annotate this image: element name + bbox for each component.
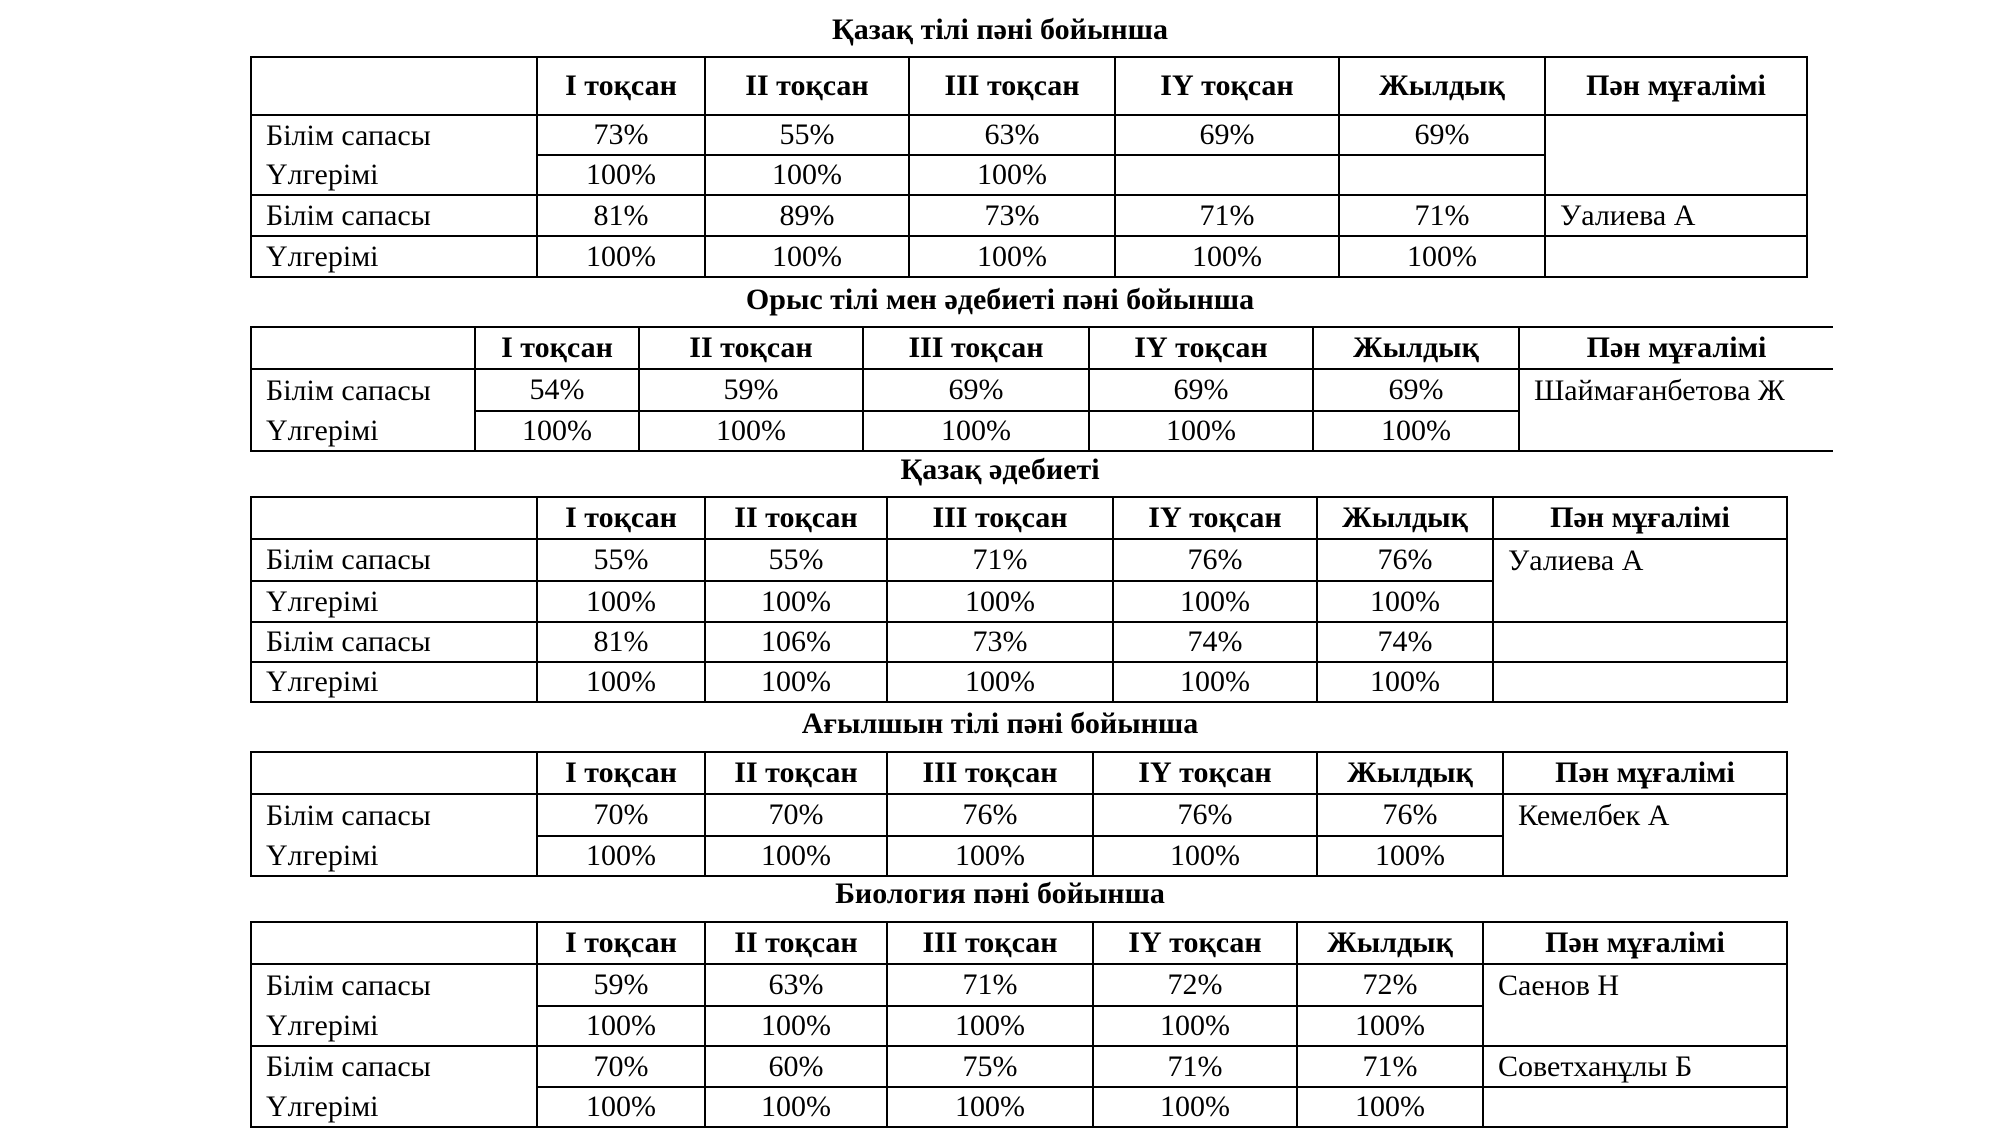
teacher-cell [1545, 236, 1807, 277]
cell-annual: 100% [1317, 662, 1493, 702]
header-row [251, 57, 1807, 115]
header-blank [251, 57, 537, 115]
english-table [250, 751, 1788, 877]
table-row [251, 539, 1787, 581]
header-q1: І тоқсан [475, 327, 639, 369]
table-row [251, 115, 1807, 155]
teacher-cell: Кемелбек А [1503, 794, 1787, 876]
cell-q2: 63% [705, 964, 887, 1006]
kazakh-language-table [250, 56, 1808, 278]
header-q4: ІҮ тоқсан [1115, 57, 1339, 115]
cell-q1: 81% [537, 622, 705, 662]
header-row [251, 752, 1787, 794]
teacher-cell [1493, 622, 1787, 662]
header-q1: І тоқсан [537, 922, 705, 964]
cell-q1: 100% [537, 836, 705, 876]
cell-q4: 100% [1113, 662, 1317, 702]
cell-q4: 76% [1113, 539, 1317, 581]
row-label-quality: Білім сапасы [251, 115, 537, 155]
section-title-russian-language: Орыс тілі мен әдебиеті пәні бойынша [745, 283, 1255, 316]
row-label-progress: Үлгерімі [251, 581, 537, 622]
header-q2: ІІ тоқсан [705, 57, 909, 115]
header-teacher: Пән мұғалімі [1503, 752, 1787, 794]
header-teacher: Пән мұғалімі [1519, 327, 1833, 369]
cell-q3: 100% [887, 1006, 1093, 1046]
header-row [251, 497, 1787, 539]
table-row [251, 369, 1833, 411]
cell-q2: 100% [705, 1087, 887, 1127]
cell-annual: 100% [1297, 1006, 1483, 1046]
cell-q3: 75% [887, 1046, 1093, 1087]
cell-q2: 100% [705, 155, 909, 195]
cell-q2: 70% [705, 794, 887, 836]
section-title-kazakh-literature: Қазақ әдебиеті [900, 453, 1100, 486]
cell-q3: 100% [887, 581, 1113, 622]
cell-q3: 100% [909, 155, 1115, 195]
cell-q4: 74% [1113, 622, 1317, 662]
cell-q1: 100% [537, 1087, 705, 1127]
cell-q1: 100% [537, 1006, 705, 1046]
section-title-kazakh-language: Қазақ тілі пәні бойынша [832, 13, 1168, 46]
teacher-cell: Уалиева А [1493, 539, 1787, 622]
cell-q4: 71% [1115, 195, 1339, 236]
cell-annual: 100% [1317, 581, 1493, 622]
table-row [251, 794, 1787, 836]
row-label-quality: Білім сапасы [251, 622, 537, 662]
cell-q2: 100% [705, 836, 887, 876]
cell-q4: 100% [1093, 1087, 1297, 1127]
header-annual: Жылдық [1317, 497, 1493, 539]
row-label-progress: Үлгерімі [251, 155, 537, 195]
cell-q4: 72% [1093, 964, 1297, 1006]
cell-q1: 73% [537, 115, 705, 155]
header-q3: ІІІ тоқсан [887, 752, 1093, 794]
cell-q2: 106% [705, 622, 887, 662]
cell-q3: 73% [909, 195, 1115, 236]
header-q4: ІҮ тоқсан [1093, 752, 1317, 794]
header-row [251, 327, 1833, 369]
cell-annual: 72% [1297, 964, 1483, 1006]
biology-table [250, 921, 1788, 1128]
row-label-progress: Үлгерімі [251, 236, 537, 277]
cell-q2: 55% [705, 115, 909, 155]
header-blank [251, 327, 475, 369]
cell-annual: 71% [1297, 1046, 1483, 1087]
cell-q3: 69% [863, 369, 1089, 411]
row-label-quality: Білім сапасы [251, 195, 537, 236]
header-q1: І тоқсан [537, 57, 705, 115]
row-label-quality: Білім сапасы [251, 794, 537, 836]
cell-annual: 100% [1339, 236, 1545, 277]
teacher-cell [1545, 115, 1807, 195]
header-teacher: Пән мұғалімі [1493, 497, 1787, 539]
teacher-cell [1483, 1087, 1787, 1127]
cell-q1: 70% [537, 794, 705, 836]
cell-q3: 73% [887, 622, 1113, 662]
header-q3: ІІІ тоқсан [863, 327, 1089, 369]
table-row [251, 195, 1807, 236]
header-q4: ІҮ тоқсан [1113, 497, 1317, 539]
header-q3: ІІІ тоқсан [909, 57, 1115, 115]
cell-q4 [1115, 155, 1339, 195]
cell-q3: 71% [887, 964, 1093, 1006]
header-q2: ІІ тоқсан [705, 922, 887, 964]
russian-language-table [250, 326, 1833, 452]
row-label-quality: Білім сапасы [251, 539, 537, 581]
row-label-progress: Үлгерімі [251, 1087, 537, 1127]
teacher-cell: Уалиева А [1545, 195, 1807, 236]
cell-q4: 69% [1089, 369, 1313, 411]
header-annual: Жылдық [1297, 922, 1483, 964]
teacher-cell [1493, 662, 1787, 702]
cell-q4: 100% [1093, 836, 1317, 876]
cell-annual [1339, 155, 1545, 195]
cell-annual: 100% [1297, 1087, 1483, 1127]
cell-q2: 89% [705, 195, 909, 236]
section-title-biology: Биология пәні бойынша [835, 877, 1165, 910]
cell-q4: 71% [1093, 1046, 1297, 1087]
header-teacher: Пән мұғалімі [1545, 57, 1807, 115]
teacher-cell: Шаймағанбетова Ж [1519, 369, 1833, 451]
table-row [251, 964, 1787, 1006]
cell-q1: 100% [537, 155, 705, 195]
cell-annual: 71% [1339, 195, 1545, 236]
cell-q4: 100% [1089, 411, 1313, 451]
header-annual: Жылдық [1313, 327, 1519, 369]
cell-q3: 100% [863, 411, 1089, 451]
row-label-progress: Үлгерімі [251, 662, 537, 702]
header-q1: І тоқсан [537, 752, 705, 794]
cell-q1: 100% [537, 236, 705, 277]
row-label-quality: Білім сапасы [251, 964, 537, 1006]
table-row [251, 1046, 1787, 1087]
table-row [251, 622, 1787, 662]
cell-q4: 76% [1093, 794, 1317, 836]
header-blank [251, 497, 537, 539]
cell-annual: 76% [1317, 794, 1503, 836]
header-blank [251, 922, 537, 964]
row-label-progress: Үлгерімі [251, 1006, 537, 1046]
header-q1: І тоқсан [537, 497, 705, 539]
cell-annual: 100% [1313, 411, 1519, 451]
table-row [251, 1087, 1787, 1127]
cell-q1: 54% [475, 369, 639, 411]
teacher-cell: Саенов Н [1483, 964, 1787, 1046]
header-q4: ІҮ тоқсан [1089, 327, 1313, 369]
header-q2: ІІ тоқсан [639, 327, 863, 369]
cell-q1: 81% [537, 195, 705, 236]
cell-q3: 100% [887, 1087, 1093, 1127]
cell-annual: 69% [1339, 115, 1545, 155]
cell-q4: 69% [1115, 115, 1339, 155]
cell-q3: 76% [887, 794, 1093, 836]
header-q3: ІІІ тоқсан [887, 497, 1113, 539]
cell-q2: 55% [705, 539, 887, 581]
cell-q1: 55% [537, 539, 705, 581]
cell-q3: 100% [909, 236, 1115, 277]
cell-q1: 70% [537, 1046, 705, 1087]
cell-annual: 74% [1317, 622, 1493, 662]
cell-q2: 100% [705, 236, 909, 277]
cell-q4: 100% [1113, 581, 1317, 622]
cell-q3: 100% [887, 662, 1113, 702]
header-annual: Жылдық [1317, 752, 1503, 794]
table-row [251, 662, 1787, 702]
cell-q3: 63% [909, 115, 1115, 155]
teacher-cell: Советханұлы Б [1483, 1046, 1787, 1087]
cell-q3: 71% [887, 539, 1113, 581]
cell-q1: 100% [537, 581, 705, 622]
kazakh-literature-table [250, 496, 1788, 703]
cell-q4: 100% [1093, 1006, 1297, 1046]
cell-q3: 100% [887, 836, 1093, 876]
table-row [251, 236, 1807, 277]
row-label-quality: Білім сапасы [251, 1046, 537, 1087]
header-q4: ІҮ тоқсан [1093, 922, 1297, 964]
cell-q2: 100% [705, 1006, 887, 1046]
cell-annual: 69% [1313, 369, 1519, 411]
cell-q1: 100% [537, 662, 705, 702]
header-row [251, 922, 1787, 964]
header-q3: ІІІ тоқсан [887, 922, 1093, 964]
cell-q2: 100% [705, 581, 887, 622]
header-blank [251, 752, 537, 794]
cell-q1: 100% [475, 411, 639, 451]
row-label-progress: Үлгерімі [251, 411, 475, 451]
header-annual: Жылдық [1339, 57, 1545, 115]
row-label-progress: Үлгерімі [251, 836, 537, 876]
cell-q1: 59% [537, 964, 705, 1006]
cell-q2: 100% [639, 411, 863, 451]
cell-annual: 76% [1317, 539, 1493, 581]
cell-q2: 59% [639, 369, 863, 411]
header-teacher: Пән мұғалімі [1483, 922, 1787, 964]
section-title-english: Ағылшын тілі пәні бойынша [801, 707, 1199, 740]
header-q2: ІІ тоқсан [705, 497, 887, 539]
cell-q4: 100% [1115, 236, 1339, 277]
cell-q2: 60% [705, 1046, 887, 1087]
row-label-quality: Білім сапасы [251, 369, 475, 411]
cell-q2: 100% [705, 662, 887, 702]
header-q2: ІІ тоқсан [705, 752, 887, 794]
cell-annual: 100% [1317, 836, 1503, 876]
